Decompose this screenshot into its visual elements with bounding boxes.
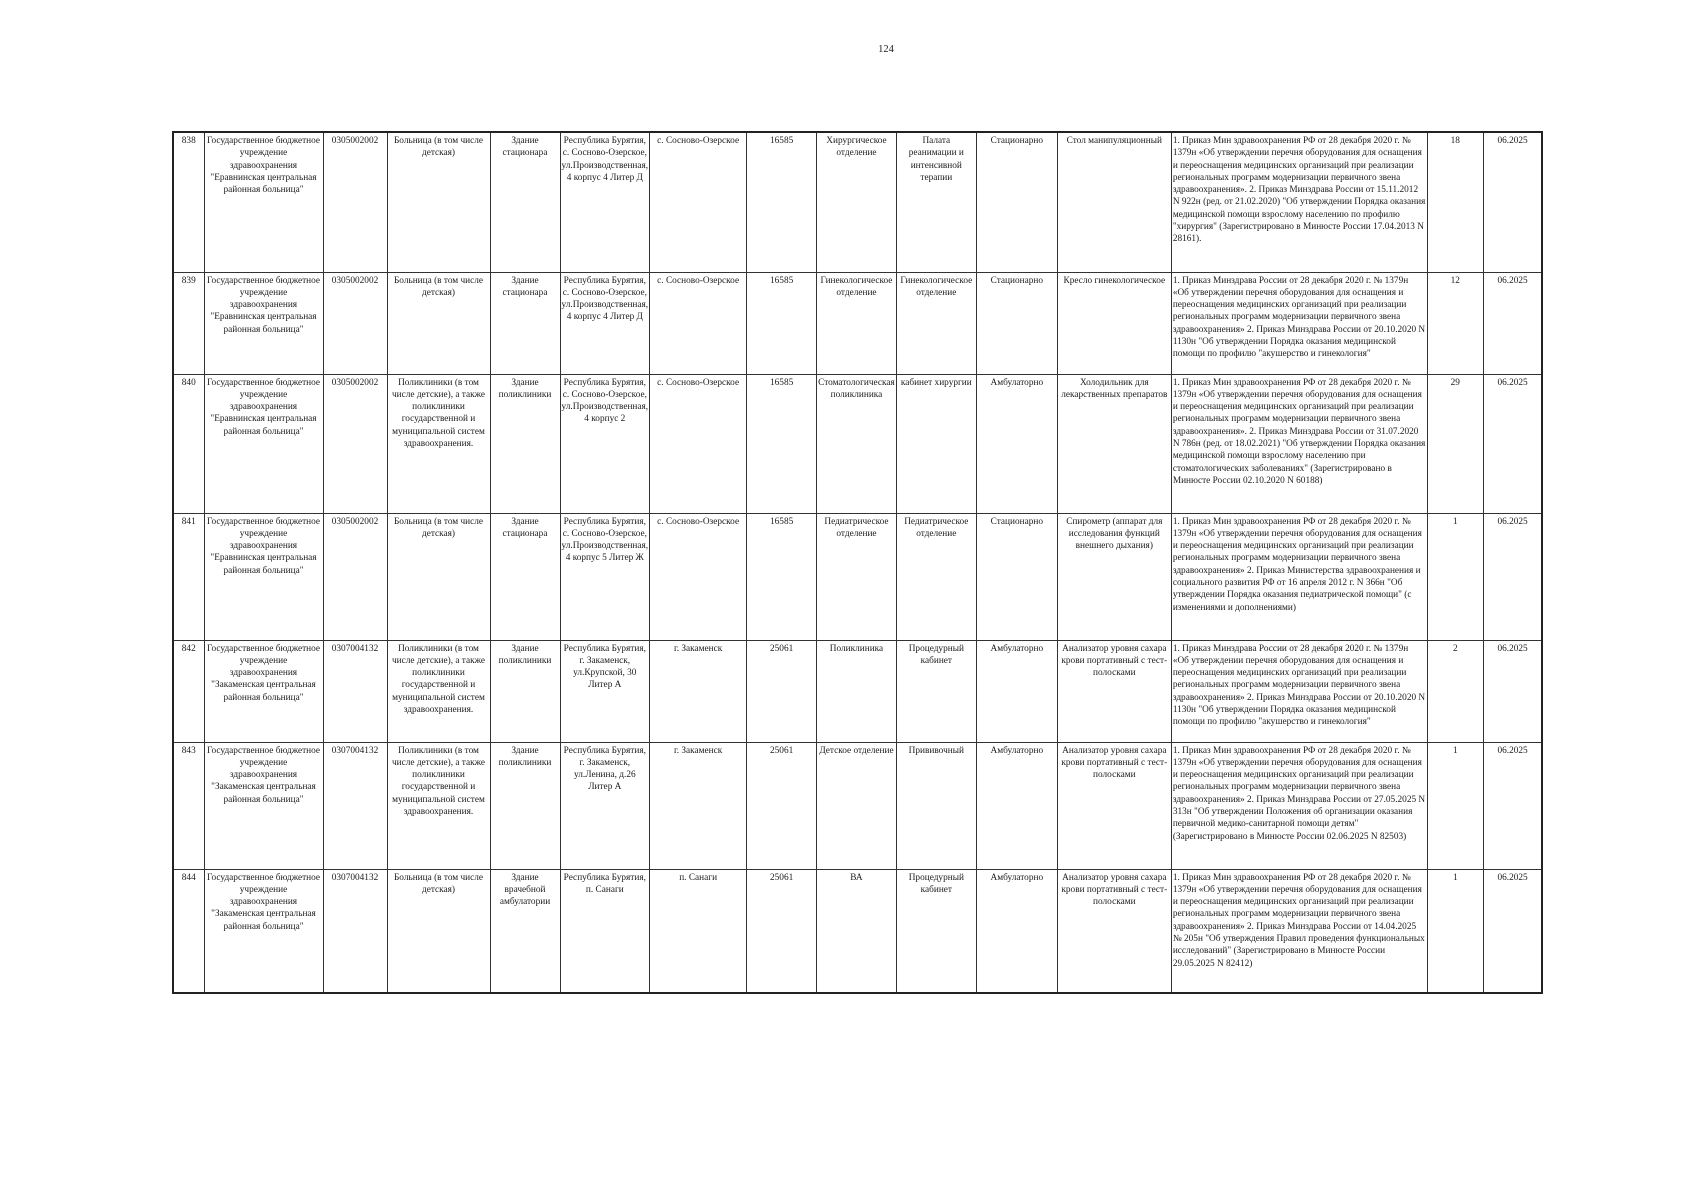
cell-building: Здание стационара (490, 513, 560, 640)
page-number: 124 (878, 44, 894, 55)
cell-room: Процедурный кабинет (896, 640, 976, 742)
cell-organization: Государственное бюджетное учреждение здравоохранения "Закаменская центральная районная больница" (204, 742, 323, 869)
cell-settlement: с. Сосново-Озерское (650, 374, 747, 513)
cell-care-form: Стационарно (976, 272, 1057, 374)
cell-building: Здание стационара (490, 132, 560, 272)
cell-department: ВА (817, 869, 897, 993)
cell-building: Здание стационара (490, 272, 560, 374)
cell-settlement: с. Сосново-Озерское (650, 513, 747, 640)
cell-code: 0305002002 (323, 132, 387, 272)
cell-population: 16585 (747, 272, 817, 374)
cell-population: 16585 (747, 132, 817, 272)
cell-period: 06.2025 (1483, 132, 1542, 272)
cell-organization: Государственное бюджетное учреждение здравоохранения "Закаменская центральная районная больница" (204, 640, 323, 742)
cell-period: 06.2025 (1483, 742, 1542, 869)
cell-row-number: 841 (173, 513, 204, 640)
cell-row-number: 838 (173, 132, 204, 272)
cell-row-number: 844 (173, 869, 204, 993)
cell-care-form: Амбулаторно (976, 374, 1057, 513)
cell-facility-type: Больница (в том числе детская) (387, 513, 490, 640)
cell-code: 0305002002 (323, 374, 387, 513)
cell-address: Республика Бурятия, г. Закаменск, ул.Крупской, 30 Литер А (560, 640, 650, 742)
cell-department: Педиатрическое отделение (817, 513, 897, 640)
cell-address: Республика Бурятия, г. Закаменск, ул.Ленина, д.26 Литер А (560, 742, 650, 869)
cell-equipment: Анализатор уровня сахара крови портативный с тест-полосками (1057, 640, 1171, 742)
cell-facility-type: Поликлиники (в том числе детские), а также поликлиники государственной и муниципальной систем здравоохранения. (387, 742, 490, 869)
cell-settlement: с. Сосново-Озерское (650, 132, 747, 272)
cell-quantity: 12 (1427, 272, 1483, 374)
cell-period: 06.2025 (1483, 640, 1542, 742)
cell-care-form: Амбулаторно (976, 869, 1057, 993)
cell-code: 0307004132 (323, 869, 387, 993)
cell-room: Педиатрическое отделение (896, 513, 976, 640)
cell-population: 25061 (747, 742, 817, 869)
cell-facility-type: Больница (в том числе детская) (387, 869, 490, 993)
cell-care-form: Амбулаторно (976, 742, 1057, 869)
cell-building: Здание поликлиники (490, 640, 560, 742)
cell-equipment: Анализатор уровня сахара крови портативный с тест-полосками (1057, 742, 1171, 869)
cell-organization: Государственное бюджетное учреждение здравоохранения "Еравнинская центральная районная больница" (204, 513, 323, 640)
cell-period: 06.2025 (1483, 272, 1542, 374)
table-row (173, 132, 1542, 272)
cell-settlement: с. Сосново-Озерское (650, 272, 747, 374)
cell-equipment: Холодильник для лекарственных препаратов (1057, 374, 1171, 513)
cell-period: 06.2025 (1483, 869, 1542, 993)
cell-address: Республика Бурятия, с. Сосново-Озерское, ул.Производственная, 4 корпус 4 Литер Д (560, 132, 650, 272)
cell-settlement: г. Закаменск (650, 640, 747, 742)
cell-legal-basis: 1. Приказ Мин здравоохранения РФ от 28 декабря 2020 г. № 1379н «Об утверждении перечня оборудования для оснащения и переоснащения медицинских организаций при реализации региональных программ модернизации первичного звена здравоохранения» 2. Приказ Минздрава России от 14.04.2025 № 205н "Об утверждения Правил проведения функциональных исследований" (Зарегистрировано в Минюсте России 29.05.2025 N 82412) (1171, 869, 1427, 993)
cell-row-number: 839 (173, 272, 204, 374)
table-body (173, 132, 1542, 993)
cell-settlement: г. Закаменск (650, 742, 747, 869)
cell-equipment: Спирометр (аппарат для исследования функций внешнего дыхания) (1057, 513, 1171, 640)
cell-row-number: 840 (173, 374, 204, 513)
cell-room: Палата реанимации и интенсивной терапии (896, 132, 976, 272)
cell-quantity: 29 (1427, 374, 1483, 513)
cell-legal-basis: 1. Приказ Минздрава России от 28 декабря 2020 г. № 1379н «Об утверждении перечня оборудования для оснащения и переоснащения медицинских организаций при реализации региональных программ модернизации первичного звена здравоохранения» 2. Приказ Минздрава России от 20.10.2020 N 1130н "Об утверждении Порядка оказания медицинской помощи по профилю "акушерство и гинекология" (1171, 272, 1427, 374)
cell-code: 0305002002 (323, 513, 387, 640)
cell-department: Хирургическое отделение (817, 132, 897, 272)
cell-row-number: 843 (173, 742, 204, 869)
cell-period: 06.2025 (1483, 513, 1542, 640)
cell-room: Гинекологическое отделение (896, 272, 976, 374)
cell-legal-basis: 1. Приказ Минздрава России от 28 декабря 2020 г. № 1379н «Об утверждении перечня оборудования для оснащения и переоснащения медицинских организаций при реализации региональных программ модернизации первичного звена здравоохранения» 2. Приказ Минздрава России от 20.10.2020 N 1130н "Об утверждении Порядка оказания медицинской помощи по профилю "акушерство и гинекология" (1171, 640, 1427, 742)
cell-building: Здание поликлиники (490, 742, 560, 869)
cell-room: Прививочный (896, 742, 976, 869)
cell-period: 06.2025 (1483, 374, 1542, 513)
cell-room: кабинет хирургии (896, 374, 976, 513)
cell-room: Процедурный кабинет (896, 869, 976, 993)
cell-legal-basis: 1. Приказ Мин здравоохранения РФ от 28 декабря 2020 г. № 1379н «Об утверждении перечня оборудования для оснащения и переоснащения медицинских организаций при реализации региональных программ модернизации первичного звена здравоохранения» 2. Приказ Министерства здравоохранения и социального развития РФ от 16 апреля 2012 г. N 366н "Об утверждении Порядка оказания педиатрической помощи" (с изменениями и дополнениями) (1171, 513, 1427, 640)
table-row (173, 869, 1542, 993)
cell-code: 0305002002 (323, 272, 387, 374)
cell-code: 0307004132 (323, 742, 387, 869)
table-row (173, 272, 1542, 374)
table-row (173, 742, 1542, 869)
cell-population: 25061 (747, 640, 817, 742)
cell-building: Здание поликлиники (490, 374, 560, 513)
cell-settlement: п. Санаги (650, 869, 747, 993)
cell-address: Республика Бурятия, с. Сосново-Озерское, ул.Производственная, 4 корпус 4 Литер Д (560, 272, 650, 374)
cell-address: Республика Бурятия, с. Сосново-Озерское, ул.Производственная, 4 корпус 2 (560, 374, 650, 513)
cell-quantity: 1 (1427, 869, 1483, 993)
cell-department: Гинекологическое отделение (817, 272, 897, 374)
cell-equipment: Стол манипуляционный (1057, 132, 1171, 272)
cell-organization: Государственное бюджетное учреждение здравоохранения "Еравнинская центральная районная больница" (204, 374, 323, 513)
cell-building: Здание врачебной амбулатории (490, 869, 560, 993)
cell-legal-basis: 1. Приказ Мин здравоохранения РФ от 28 декабря 2020 г. № 1379н «Об утверждении перечня оборудования для оснащения и переоснащения медицинских организаций при реализации региональных программ модернизации первичного звена здравоохранения» 2. Приказ Минздрава России от 27.05.2025 N 313н "Об утверждении Положения об организации оказания первичной медико-санитарной помощи детям" (Зарегистрировано в Минюсте России 02.06.2025 N 82503) (1171, 742, 1427, 869)
table-row (173, 513, 1542, 640)
cell-quantity: 1 (1427, 742, 1483, 869)
table-row (173, 374, 1542, 513)
cell-legal-basis: 1. Приказ Мин здравоохранения РФ от 28 декабря 2020 г. № 1379н «Об утверждении перечня оборудования для оснащения и переоснащения медицинских организаций при реализации региональных программ модернизации первичного звена здравоохранения». 2. Приказ Минздрава России от 31.07.2020 N 786н (ред. от 18.02.2021) "Об утверждении Порядка оказания медицинской помощи взрослому населению при стоматологических заболеваниях" (Зарегистрировано в Минюсте России 02.10.2020 N 60188) (1171, 374, 1427, 513)
cell-care-form: Амбулаторно (976, 640, 1057, 742)
cell-quantity: 1 (1427, 513, 1483, 640)
cell-care-form: Стационарно (976, 513, 1057, 640)
cell-quantity: 18 (1427, 132, 1483, 272)
cell-code: 0307004132 (323, 640, 387, 742)
cell-department: Детское отделение (817, 742, 897, 869)
cell-care-form: Стационарно (976, 132, 1057, 272)
table-row (173, 640, 1542, 742)
cell-row-number: 842 (173, 640, 204, 742)
cell-facility-type: Больница (в том числе детская) (387, 272, 490, 374)
cell-population: 25061 (747, 869, 817, 993)
cell-facility-type: Больница (в том числе детская) (387, 132, 490, 272)
cell-organization: Государственное бюджетное учреждение здравоохранения "Закаменская центральная районная больница" (204, 869, 323, 993)
cell-department: Поликлиника (817, 640, 897, 742)
cell-organization: Государственное бюджетное учреждение здравоохранения "Еравнинская центральная районная больница" (204, 272, 323, 374)
cell-equipment: Анализатор уровня сахара крови портативный с тест-полосками (1057, 869, 1171, 993)
cell-quantity: 2 (1427, 640, 1483, 742)
cell-address: Республика Бурятия, п. Санаги (560, 869, 650, 993)
cell-population: 16585 (747, 513, 817, 640)
cell-address: Республика Бурятия, с. Сосново-Озерское, ул.Производственная, 4 корпус 5 Литер Ж (560, 513, 650, 640)
cell-equipment: Кресло гинекологическое (1057, 272, 1171, 374)
cell-legal-basis: 1. Приказ Мин здравоохранения РФ от 28 декабря 2020 г. № 1379н «Об утверждении перечня оборудования для оснащения и переоснащения медицинских организаций при реализации региональных программ модернизации первичного звена здравоохранения». 2. Приказ Минздрава России от 15.11.2012 N 922н (ред. от 21.02.2020) "Об утверждении Порядка оказания медицинской помощи взрослому населению по профилю "хирургия" (Зарегистрировано в Минюсте России 17.04.2013 N 28161). (1171, 132, 1427, 272)
cell-population: 16585 (747, 374, 817, 513)
cell-facility-type: Поликлиники (в том числе детские), а также поликлиники государственной и муниципальной систем здравоохранения. (387, 640, 490, 742)
equipment-registry-table (172, 131, 1543, 994)
cell-facility-type: Поликлиники (в том числе детские), а также поликлиники государственной и муниципальной систем здравоохранения. (387, 374, 490, 513)
cell-organization: Государственное бюджетное учреждение здравоохранения "Еравнинская центральная районная больница" (204, 132, 323, 272)
cell-department: Стоматологическая поликлиника (817, 374, 897, 513)
